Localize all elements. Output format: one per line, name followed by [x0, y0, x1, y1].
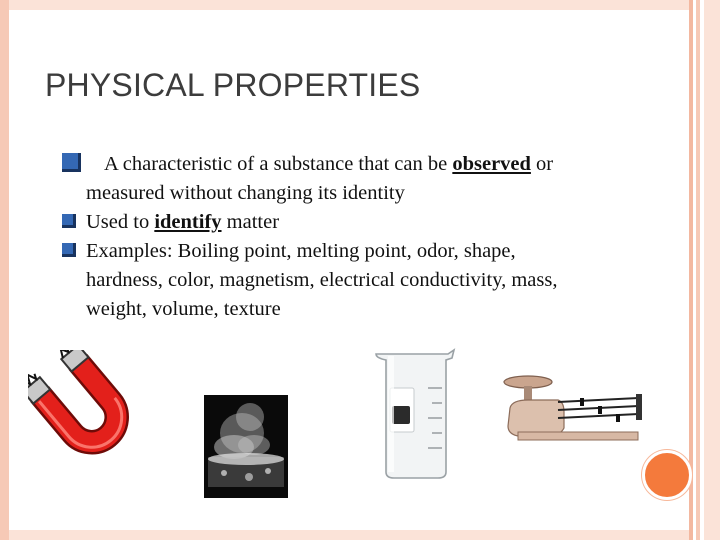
accent-circle [642, 450, 692, 500]
triple-beam-balance-image [498, 372, 644, 446]
bullet-continuation: weight, volume, texture [86, 298, 281, 320]
bullet-continuation: measured without changing its identity [86, 182, 405, 204]
horseshoe-magnet-image [28, 350, 140, 465]
right-border-stripe [696, 0, 700, 540]
right-border-stripe [704, 0, 720, 540]
bullet-item [62, 150, 662, 208]
bullet-text: A characteristic of a substance that can be [104, 153, 453, 175]
bottom-border [9, 530, 689, 540]
beaker-image [372, 348, 457, 480]
bullet-list [62, 150, 662, 324]
top-border [9, 0, 689, 10]
emphasis-text: identify [154, 211, 222, 233]
bullet-text: or [530, 153, 554, 175]
emphasis-text: observed [452, 153, 531, 175]
bullet-item [62, 237, 662, 324]
boiling-water-image [204, 395, 288, 498]
checkbox-bullet-icon [62, 153, 81, 172]
bullet-item [62, 208, 662, 237]
bullet-text: Examples: Boiling point, melting point, odor, shape, [86, 240, 516, 262]
slide-title: PHYSICAL PROPERTIES [45, 67, 421, 103]
bullet-text: Used to [86, 211, 155, 233]
bullet-text: matter [221, 211, 280, 233]
checkbox-bullet-icon [62, 214, 76, 228]
bullet-continuation: hardness, color, magnetism, electrical conductivity, mass, [86, 269, 558, 291]
left-border [0, 0, 9, 540]
checkbox-bullet-icon [62, 243, 76, 257]
right-border-stripe [689, 0, 693, 540]
